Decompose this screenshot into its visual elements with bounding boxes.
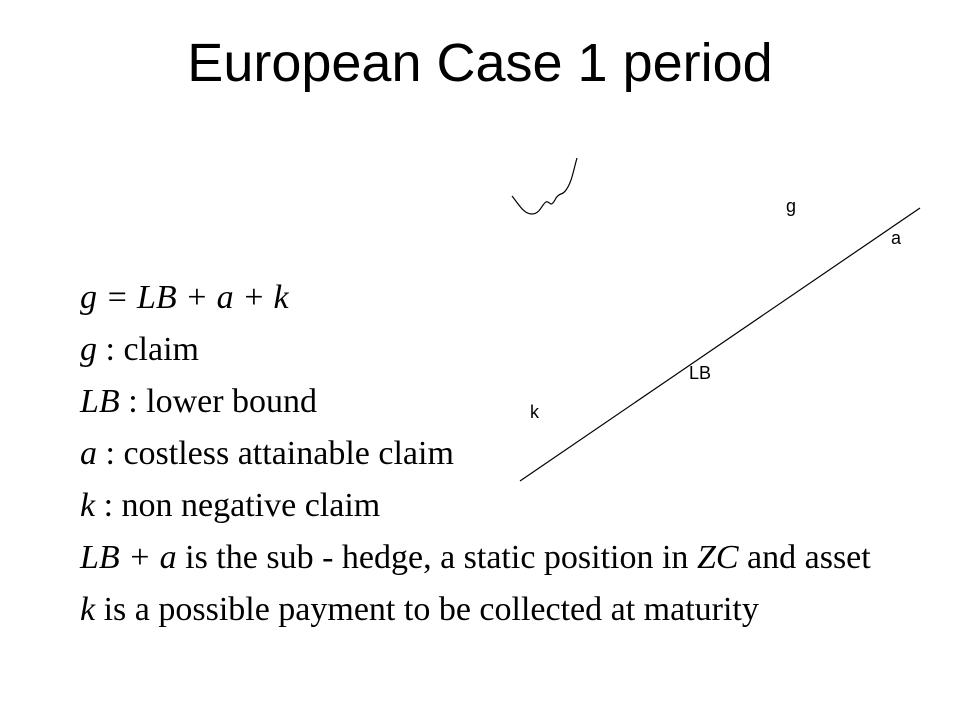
formula-line [80,428,940,480]
formula-line [80,532,940,584]
formula-math: a [80,435,97,472]
label-a: a [891,228,902,248]
formula-text: : claim [97,331,199,368]
formula-line [80,324,940,376]
formula-text: : non negative claim [95,487,381,524]
formula-math: g [80,331,97,368]
formula-text: is the sub - hedge, a static position in [176,539,697,576]
formula-text: and asset [738,539,871,576]
label-lb: LB [689,363,712,383]
formula-line [80,584,940,636]
formula-math: k [80,591,96,628]
slide-title: European Case 1 period [187,33,773,93]
formula-math: ZC [696,539,739,576]
formula-list [80,272,940,636]
formula-line [80,272,940,324]
label-g: g [786,196,797,216]
formula-text: is a possible payment to be collected at maturity [95,591,759,628]
formula-line [80,480,940,532]
formula-math: LB + a [80,539,177,576]
formula-math: LB [80,383,120,420]
formula-text: : lower bound [119,383,318,420]
formula-line [80,376,940,428]
label-k: k [530,402,539,422]
formula-text: : costless attainable claim [97,435,454,472]
formula-math: k [80,487,96,524]
squiggle-drawing [512,158,577,214]
formula-math: g = LB + a + k [80,279,289,316]
